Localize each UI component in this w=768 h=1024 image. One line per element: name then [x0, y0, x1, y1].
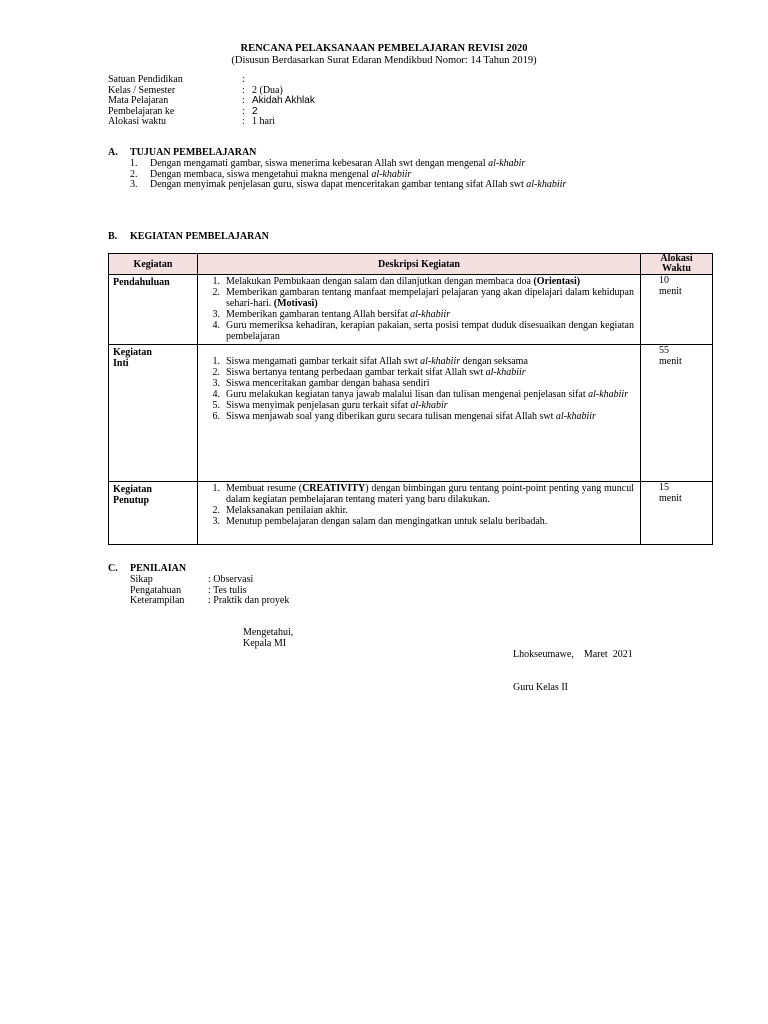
objectives-list	[130, 158, 566, 190]
document-title: RENCANA PELAKSANAAN PEMBELAJARAN REVISI 2020	[240, 43, 528, 54]
header-kegiatan: Kegiatan	[109, 254, 198, 275]
list-item: 1. Melakukan Pembukaan dengan salam dan dilanjutkan dengan membaca doa (Orientasi)	[212, 276, 581, 287]
document-subtitle: (Disusun Berdasarkan Surat Edaran Mendikbud Nomor: 14 Tahun 2019)	[231, 55, 537, 66]
row-description	[198, 275, 641, 345]
list-item: 2. Dengan membaca, siswa mengetahui makna mengenal al-khabiir	[130, 168, 412, 180]
section-c-heading: C. PENILAIAN	[108, 563, 187, 574]
section-b-heading: B. KEGIATAN PEMBELAJARAN	[108, 231, 269, 242]
activities-table	[108, 253, 713, 545]
list-item: 4. Guru memeriksa kehadiran, kerapian pakaian, serta posisi tempat duduk disesuaikan dengan kegiatan pembelajaran	[212, 320, 634, 342]
identity-block	[108, 74, 315, 127]
table-header-row	[109, 254, 713, 275]
list-item: 4. Guru melakukan kegiatan tanya jawab malalui lisan dan tulisan mengenai penjelasan sifat al-khabiir	[212, 389, 629, 400]
list-item: 2. Siswa bertanya tentang perbedaan gambar terkait sifat Allah swt al-khabiir	[212, 367, 526, 378]
table-row: Pendahuluan 1. Melakukan Pembukaan dengan salam dan dilanjutkan dengan membaca doa (Orientasi) 2. Memberikan gambaran tentang manfaat mempelajari pelajaran yang akan dipelajari dalam kehidupan sehari-hari. (Motivasi) 3. Memberikan gambaran tentang Allah bersifat al-khabiir 4. Guru memeriksa kehadiran, kerapian pakaian, serta posisi tempat duduk disesuaikan dengan kegiatan pembelajaran 10 menit	[109, 275, 713, 345]
signature-left: Mengetahui, Kepala MI	[243, 627, 294, 649]
list-item: Pengatahuan : Tes tulis	[130, 584, 247, 596]
row-description	[198, 482, 641, 545]
table-row: Kegiatan Penutup 1. Membuat resume (CREATIVITY) dengan bimbingan guru tentang point-point penting yang muncul dalam kegiatan pembelajaran tentang materi yang baru dilakukan. 2. Melaksanakan penilaian akhir. 3. Menutup pembelajaran dengan salam dan mengingatkan untuk selalu beribadah. 15 menit	[109, 482, 713, 545]
list-item: 1. Dengan mengamati gambar, siswa menerima kebesaran Allah swt dengan mengenal al-khabir	[130, 158, 526, 169]
header-deskripsi: Deskripsi Kegiatan	[198, 254, 641, 275]
info-row: Pembelajaran ke : 2	[108, 105, 258, 117]
list-item: 2. Memberikan gambaran tentang manfaat mempelajari pelajaran yang akan dipelajari dalam kehidupan sehari-hari. (Motivasi)	[212, 287, 634, 309]
info-row: Kelas / Semester : 2 (Dua)	[108, 84, 283, 96]
list-item: 3. Memberikan gambaran tentang Allah bersifat al-khabiir	[212, 309, 451, 320]
list-item: 1. Membuat resume (CREATIVITY) dengan bimbingan guru tentang point-point penting yang muncul dalam kegiatan pembelajaran tentang materi yang baru dilakukan.	[212, 483, 634, 505]
list-item: 2. Melaksanakan penilaian akhir.	[212, 505, 348, 516]
info-row: Mata Pelajaran : Akidah Akhlak	[108, 95, 315, 106]
list-item: Keterampilan : Praktik dan proyek	[130, 595, 290, 606]
info-row: Satuan Pendidikan :	[108, 74, 245, 85]
list-item: 5. Siswa menyimak penjelasan guru terkait sifat al-khabir	[212, 400, 448, 411]
row-description	[198, 345, 641, 482]
list-item: 3. Siswa menceritakan gambar dengan bahasa sendiri	[212, 378, 430, 389]
table-row: Kegiatan Inti 1. Siswa mengamati gambar terkait sifat Allah swt al-khabiir dengan seksama 2. Siswa bertanya tentang perbedaan gambar terkait sifat Allah swt al-khabiir 3. Siswa menceritakan gambar dengan bahasa sendiri 4. Guru melakukan kegiatan tanya jawab malalui lisan dan tulisan mengenai penjelasan sifat al-khabiir 5. Siswa menyimak penjelasan guru terkait sifat al-khabir 6. Siswa menjawab soal yang diberikan guru secara tulisan mengenai sifat Allah swt al-khabiir 55 menit	[109, 345, 713, 482]
list-item: 1. Siswa mengamati gambar terkait sifat Allah swt al-khabiir dengan seksama	[212, 356, 528, 367]
assessment-list	[130, 574, 289, 606]
list-item: 3. Dengan menyimak penjelasan guru, siswa dapat menceritakan gambar tentang sifat Allah swt al-khabiir	[130, 179, 567, 190]
section-a-heading: A. TUJUAN PEMBELAJARAN	[108, 147, 257, 158]
list-item: Sikap : Observasi	[130, 574, 254, 585]
signature-right: Lhokseumawe, Maret 2021 Guru Kelas II	[513, 649, 633, 693]
list-item: 6. Siswa menjawab soal yang diberikan guru secara tulisan mengenai sifat Allah swt al-khabiir	[212, 411, 596, 422]
info-row: Alokasi waktu : 1 hari	[108, 116, 276, 127]
list-item: 3. Menutup pembelajaran dengan salam dan mengingatkan untuk selalu beribadah.	[212, 516, 548, 527]
header-alokasi: Alokasi Waktu	[641, 254, 713, 275]
